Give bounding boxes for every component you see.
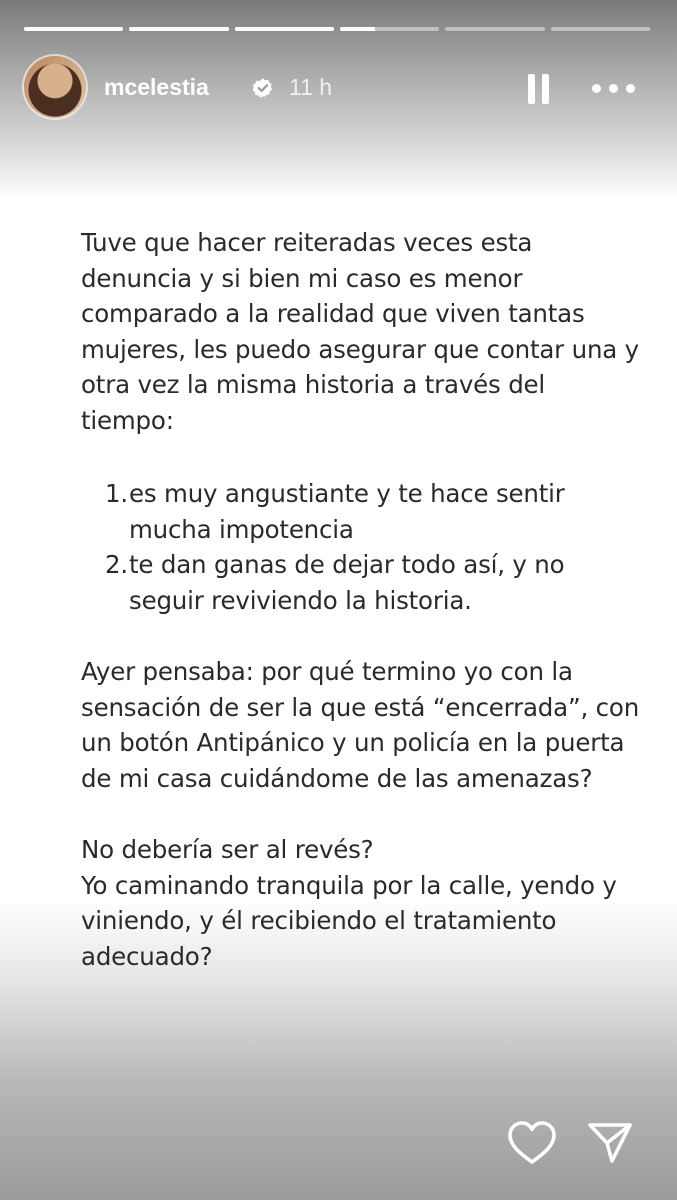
pause-icon (542, 74, 549, 104)
heart-icon[interactable] (507, 1120, 557, 1166)
story-text (81, 225, 641, 974)
username[interactable]: mcelestia (104, 74, 209, 100)
more-dots-icon (592, 84, 601, 93)
progress-fill (340, 27, 375, 31)
paragraph-3: Yo caminando tranquila por la calle, yendo y viniendo, y él recibiendo el tratamiento adecuado? (81, 870, 617, 971)
progress-segment (445, 27, 544, 31)
avatar[interactable] (24, 56, 86, 118)
list-text: te dan ganas de dejar todo así, y no seguir reviviendo la historia. (129, 550, 565, 615)
list-item (105, 476, 641, 547)
list-item (105, 547, 641, 618)
progress-segment (340, 27, 439, 31)
more-dots-icon (609, 84, 618, 93)
progress-fill (235, 27, 334, 31)
verified-badge-icon (252, 77, 274, 99)
pause-button[interactable] (528, 74, 550, 104)
progress-segment (24, 27, 123, 31)
story-header (24, 56, 653, 122)
list-number: 1. (105, 479, 128, 508)
paragraph-1: Tuve que hacer reiteradas veces esta denuncia y si bien mi caso es menor comparado a la realidad que viven tantas mujeres, les puedo asegurar que contar una y otra vez la misma historia a través del tiempo: (81, 228, 639, 435)
more-dots-icon (626, 84, 635, 93)
paragraph-2: Ayer pensaba: por qué termino yo con la sensación de ser la que está “encerrada”, con un botón Antipánico y un policía en la puerta de mi casa cuidándome de las amenazas? (81, 657, 640, 793)
progress-fill (129, 27, 228, 31)
progress-fill (24, 27, 123, 31)
progress-segment (129, 27, 228, 31)
story-progress-bar (24, 27, 650, 31)
list-text: es muy angustiante y te hace sentir mucha impotencia (129, 479, 565, 544)
paragraph-3-line-1: No debería ser al revés? (81, 835, 374, 864)
more-options-button[interactable] (592, 78, 636, 98)
progress-segment (551, 27, 650, 31)
pause-icon (528, 74, 535, 104)
numbered-list (81, 476, 641, 618)
list-number: 2. (105, 550, 128, 579)
post-time: 11 h (289, 74, 333, 100)
send-icon[interactable] (586, 1119, 634, 1167)
progress-segment (235, 27, 334, 31)
